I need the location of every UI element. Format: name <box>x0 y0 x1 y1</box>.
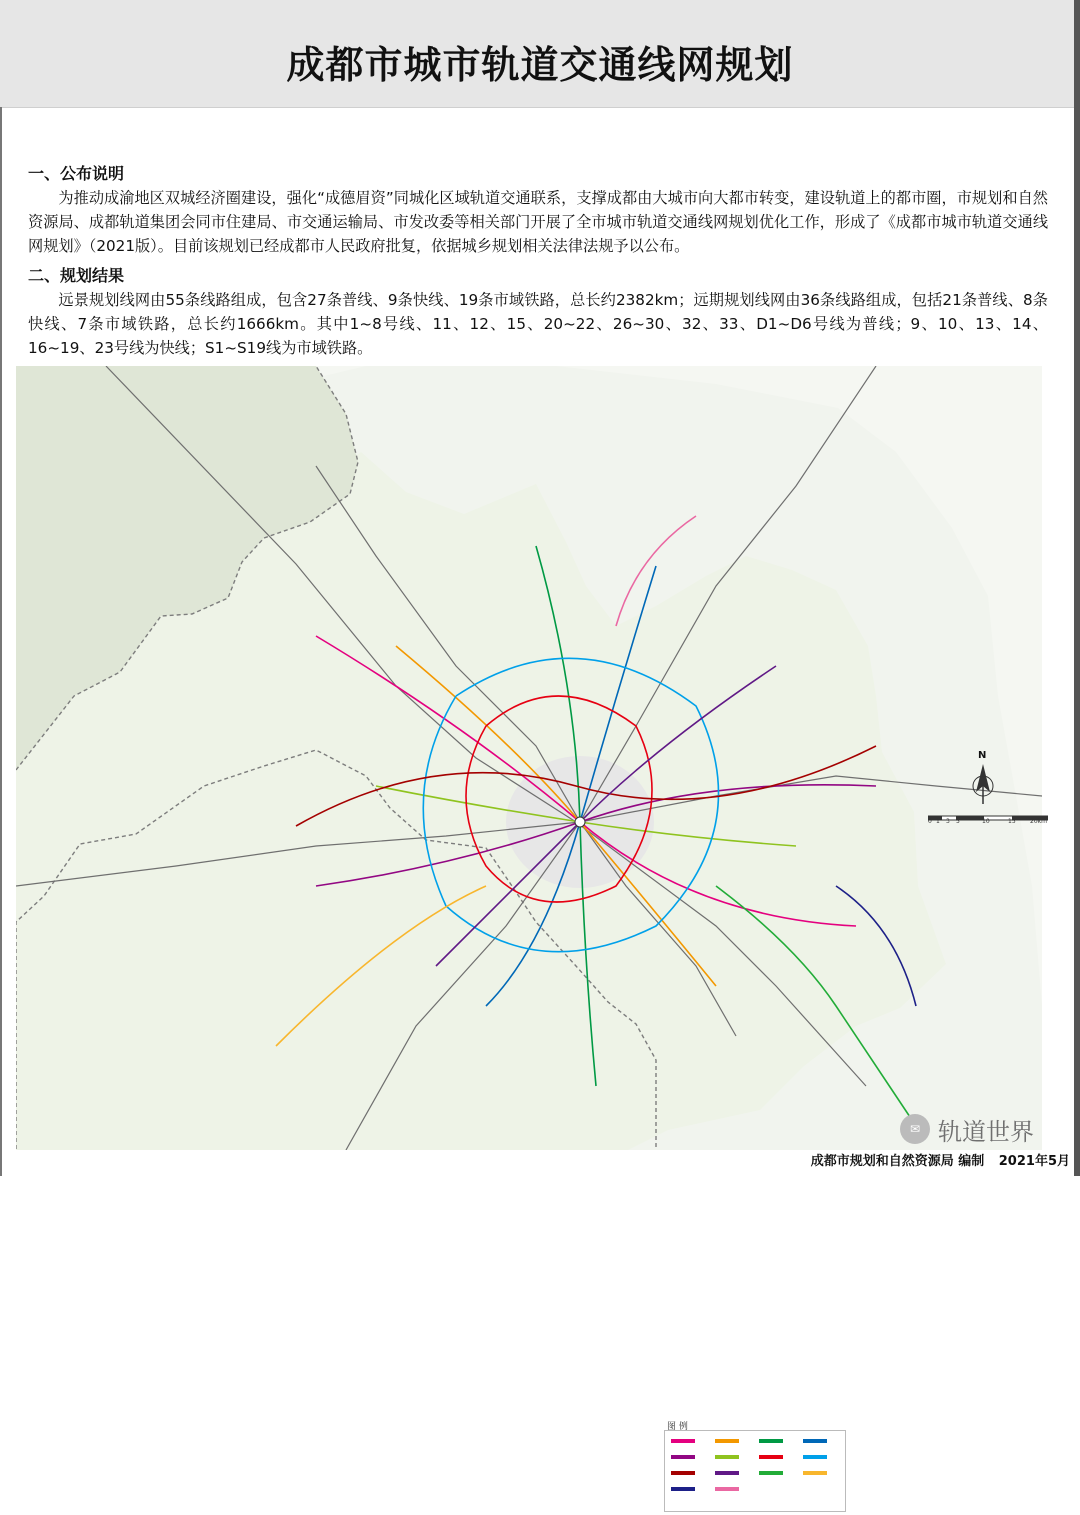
section-heading-announcement: 一、公布说明 <box>28 164 125 183</box>
footer <box>801 1150 1070 1169</box>
frame-border-right <box>1074 0 1080 1176</box>
legend-swatch <box>671 1455 695 1459</box>
legend-swatch <box>715 1439 739 1443</box>
legend-swatch <box>715 1471 739 1475</box>
chat-bubble-icon: ✉ <box>900 1114 930 1144</box>
scale-label: 1 <box>936 818 940 825</box>
footer-author: 成都市规划和自然资源局 编制 <box>810 1154 985 1169</box>
north-label: N <box>978 750 987 761</box>
scale-label: 0 <box>928 818 932 825</box>
scale-label: 15 <box>1008 818 1016 825</box>
legend-swatch <box>803 1439 827 1443</box>
footer-date: 2021年5月 <box>998 1154 1070 1169</box>
map-legend <box>664 1422 846 1512</box>
frame-border-left <box>0 107 2 1176</box>
section-text-results: 远景规划线网由55条线路组成，包含27条普线、9条快线、19条市域铁路，总长约2382km；远期规划线网由36条线路组成，包括21条普线、8条快线、7条市域铁路，总长约1666km。其中1~8号线、11、12、15、20~22、26~30、32、33、D1~D6号线为普线；9、10、13、14、16~19、23号线为快线；S1~S19线为市域铁路。 <box>28 291 1048 357</box>
map-svg <box>16 366 1042 1150</box>
scale-bar <box>928 810 1048 828</box>
section-text-announcement: 为推动成渝地区双城经济圈建设，强化“成德眉资”同城化区域轨道交通联系，支撑成都由大城市向大都市转变，建设轨道上的都市圈，市规划和自然资源局、成都轨道集团会同市住建局、市交通运输局、市发改委等相关部门开展了全市城市轨道交通线网规划优化工作，形成了《成都市城市轨道交通线网规划》（2021版）。目前该规划已经成都市人民政府批复，依据城乡规划相关法律法规予以公布。 <box>28 189 1048 255</box>
north-arrow <box>968 750 998 806</box>
north-arrow-icon <box>968 762 998 806</box>
legend-swatch <box>671 1439 695 1443</box>
scale-label: 3 <box>946 818 950 825</box>
legend-swatch <box>759 1471 783 1475</box>
scale-label: 5 <box>956 818 960 825</box>
legend-title: 图 例 <box>667 1422 688 1432</box>
city-center-marker <box>575 817 585 827</box>
scale-label: 20km <box>1030 818 1047 825</box>
legend-swatches <box>665 1431 845 1511</box>
watermark-text: 轨道世界 <box>938 1117 1034 1146</box>
legend-swatch <box>759 1455 783 1459</box>
section-announcement <box>28 162 1048 258</box>
legend-swatch <box>759 1439 783 1443</box>
watermark <box>900 1112 1034 1146</box>
legend-swatch <box>715 1487 739 1491</box>
legend-swatch <box>671 1471 695 1475</box>
page-title: 成都市城市轨道交通线网规划 <box>286 43 794 87</box>
section-heading-results: 二、规划结果 <box>28 266 125 285</box>
legend-swatch <box>803 1455 827 1459</box>
title-band <box>0 0 1080 108</box>
legend-swatch <box>715 1455 739 1459</box>
legend-swatch <box>671 1487 695 1491</box>
section-results <box>28 264 1048 360</box>
scale-label: 10 <box>982 818 990 825</box>
legend-swatch <box>803 1471 827 1475</box>
